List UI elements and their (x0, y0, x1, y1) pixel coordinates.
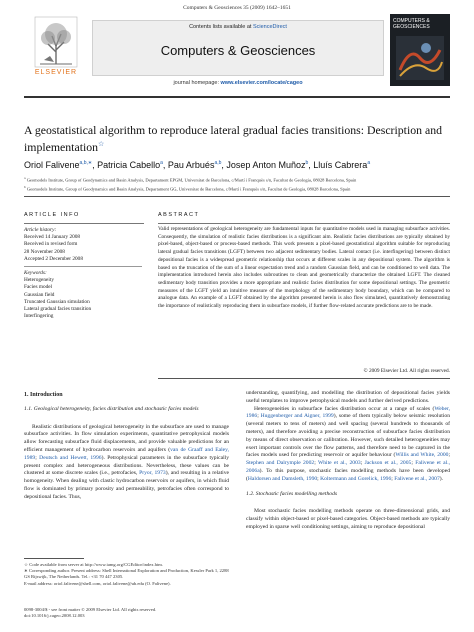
section-heading-introduction: 1. Introduction (24, 392, 63, 398)
paragraph-text: understanding, quantifying, and modelling the distribution of depositional facies yields useful templates to improve petrophysical models and further derived predictions. (246, 390, 450, 404)
paper-title-text: A geostatistical algorithm to reproduce lateral gradual facies transitions: Description and implementation (24, 123, 443, 154)
history-revised: Received in revised form (24, 241, 78, 248)
keywords-label: Keywords: (24, 270, 47, 277)
citation-link[interactable]: Haldorsen and Damsleth, 1990 (247, 475, 318, 482)
citation-link[interactable]: van de Graaff and Ealey, 1989 (24, 446, 229, 461)
history-received: Received 14 January 2008 (24, 234, 81, 241)
abstract-heading-rule (158, 223, 450, 224)
elsevier-logo (24, 14, 88, 80)
footnote-email (24, 581, 229, 587)
cover-artwork-icon (396, 36, 444, 80)
paragraph-text: ; (317, 475, 321, 482)
citation-link[interactable]: Huggenberger and Aigner, 1999 (260, 413, 334, 420)
cover-title-line-1: COMPUTERS & (393, 18, 430, 24)
paragraph-text: ; (35, 454, 40, 461)
homepage-link[interactable]: www.elsevier.com/locate/cageo (220, 80, 303, 86)
page-footer (24, 607, 229, 619)
doi-link[interactable]: doi:10.1016/j.cageo.2008.12.003 (24, 613, 85, 619)
author-list: Oriol Falivene$^{a,b,∗}$, Patricia Cabello$^a$, Pau Arbués$^{a,b}$, Josep Anton Muñoz$^b$, Lluís Cabrera$^a$ (24, 160, 371, 170)
paragraph-text: ; (314, 460, 318, 467)
paragraph-gap (246, 484, 450, 491)
homepage-line (92, 80, 384, 86)
journal-title: Computers & Geosciences (160, 43, 316, 58)
author-2-affil[interactable]: a (160, 160, 163, 166)
contents-prefix: Contents lists available at (189, 24, 253, 30)
article-info-rule (24, 223, 144, 224)
citation-link[interactable]: Deutsch and Hewett, 1996 (39, 454, 102, 461)
journal-masthead (24, 14, 450, 92)
paragraph (246, 508, 450, 531)
journal-cover (390, 14, 450, 86)
body-column-left (24, 390, 229, 502)
affiliation-a-mark: a (24, 176, 26, 180)
author-1: Oriol Falivene (24, 160, 80, 170)
cover-title-line-2: GEOSCIENCES (393, 24, 430, 30)
affiliations (24, 175, 454, 193)
journal-banner (92, 20, 384, 76)
subsection-heading-1-2: 1.2. Stochastic facies modelling methods (246, 490, 338, 497)
author-4: Josep Anton Muñoz (226, 160, 306, 170)
paragraph-text: ). To this purpose, stochastic facies modelling methods have been developed ( (246, 467, 450, 482)
abstract-text: Valid representations of geological heterogeneity are fundamental inputs for quantitative models used in managing subsurface activities. Consequently, the simulation of realistic facies distributions is a significant aim. Realistic facies distributions are typically obtained by pixel-based, object-based or process-based methods. This work presents a pixel-based geostatistical algorithm suitable for reproducing lateral gradual facies transitions (LGFT) between two adjacent sedimentary bodies. Lateral contact (i.e. interfingering) between distinct depositional facies is a widespread geometric relationship that occurs at different scales in any depositional system. The algorithm is based on the truncation of the sum of a linear expectation trend and a random Gaussian field, and can be conditioned to well data. The implementation introduced herein also includes subroutines to clean and geometrically characterize the obtained LGFT. The cleaned sedimentary body transition provides a more appropriate and realistic facies distribution for some depositional settings. The geometric measures of the LGFT yield an intuitive measure of the morphology of the sedimentary body boundary, which can be compared to analogue data. An example of a LGFT obtained by the algorithm presented herein is also flow simulated, quantitatively demonstrating the importance of realistically reproducing them in subsurface models, if further flow-related accurate predictions are to be made. (158, 226, 450, 310)
copyright-line: © 2009 Elsevier Ltd. All rights reserved. (363, 368, 450, 374)
affiliation-a-text: Geomodels Institute, Group of Geodynamics and Basin Analysis, Departament EPGM, Universitat de Barcelona, c/Martí i Franquès s/n, Facultat de Geologia, 08028 Barcelona, Spain (26, 177, 357, 183)
keyword: Heterogeneity (24, 277, 55, 284)
keyword: Truncated Gaussian simulation (24, 298, 90, 305)
affiliation-a (24, 175, 454, 184)
author-3: Pau Arbués (167, 160, 215, 170)
homepage-prefix: journal homepage: (173, 80, 221, 86)
citation-link[interactable]: Pryor, 1973 (139, 470, 166, 477)
paragraph-text: ), and resulting in a relative homogeneity. When dealing with clastic hydrocarbon reservoirs or aquifers, in which fluid flow is dominated by primary porosity and permeability, petrofacies often correspond to depositional facies. Thus, (24, 470, 229, 500)
paragraph-text: Realistic distributions of geological heterogeneity in the subsurface are used to manage subsurface activities. In flow simulation experiments, quantitative petrophysical models allow forecasting subsurface fluid displacements, and provide valuable predictions for an efficient management of hydrocarbon reservoirs and aquifers ( (24, 423, 229, 453)
issn-line: 0098-3004/$ - see front matter © 2009 Elsevier Ltd. All rights reserved. (24, 607, 157, 612)
paragraph (246, 406, 450, 484)
paragraph-text: ). (439, 475, 444, 482)
affiliation-b-mark: b (24, 185, 26, 189)
paragraph (24, 424, 229, 502)
history-label: Article history: (24, 227, 57, 233)
paragraph-text: ), some of them typically below seismic resolution (several meters to tens of meters) and well spacing (several hundreds to thousands of meters), and therefore avoiding a precise reconstruction of subsurface facies distribution by means of direct observation or calibration. However, such detailed heterogeneities may exert important controls over the flow patterns, and therefore need to be captured in the facies models used for predicting reservoir or aquifer behaviour ( (246, 413, 450, 459)
paper-title (24, 123, 450, 154)
keyword: Interfingering (24, 313, 54, 320)
citation-link[interactable]: Weber, 1986 (246, 405, 450, 420)
author-3-affil[interactable]: a,b (214, 160, 222, 166)
subsection-heading-1-1: 1.1. Geological heterogeneity, facies distribution and stochastic facies models (24, 405, 199, 412)
footnotes (24, 562, 229, 587)
footnote-mark: ∗ (24, 568, 28, 574)
author-5: Lluís Cabrera (313, 160, 368, 170)
paragraph-text: Most stochastic facies modelling methods operate on three-dimensional grids, and classify within object-based or pixel-based categories. Object-based methods are typically employed in sparse well conditioning settings, aiming to reproduce depositional (246, 508, 450, 530)
sciencedirect-link[interactable]: ScienceDirect (252, 24, 287, 30)
contents-line (93, 24, 383, 30)
citation-link[interactable]: Stephen and Dalrymple 2002 (246, 460, 315, 467)
cover-title (393, 18, 447, 30)
citation-link[interactable]: Falivene et al., 2006a (246, 460, 451, 474)
publisher-wordmark: ELSEVIER (34, 69, 78, 76)
keyword: Lateral gradual facies transition (24, 306, 92, 313)
citation-link[interactable]: White et al., 2003 (317, 460, 361, 467)
abstract-rule (158, 378, 450, 379)
paragraph-text: ; (448, 452, 450, 459)
keyword: Facies model (24, 284, 53, 291)
paragraph-text: ; (257, 413, 261, 420)
author-4-affil[interactable]: b (305, 160, 309, 166)
affiliation-b (24, 184, 454, 193)
footnote-mark: ☆ (24, 562, 29, 567)
front-matter-rule (24, 196, 450, 197)
paragraph-text: ; (360, 460, 365, 467)
abstract-heading: ABSTRACT (158, 212, 200, 218)
body-column-right (246, 390, 450, 532)
history-accepted: Accepted 2 December 2008 (24, 255, 83, 262)
article-info-divider (24, 266, 142, 267)
paragraph-text: ; (411, 460, 416, 467)
footnote-text: Corresponding author. Present address: Shell International Exploration and Production, Kessler Park 1, 2288 GS Rijswijk, The Netherlands. Tel.: +31 70 447 2305. (24, 568, 229, 580)
title-footnote-mark[interactable]: ☆ (98, 140, 105, 148)
footnote-corresponding (24, 568, 229, 580)
citation-link[interactable]: Jackson et al., 2005 (364, 460, 412, 467)
footnote-text: Code available from server at http://www.iamg.org/CGEditor/index.htm. (29, 562, 163, 567)
author-5-affil[interactable]: a (367, 160, 371, 166)
footnote-text: E-mail address: oriol.falivene@shell.com, oriol.falivene@ub.edu (O. Falivene). (24, 580, 171, 586)
paragraph (246, 390, 450, 406)
citation-link[interactable]: Falivene et al., 2007 (394, 475, 440, 482)
masthead-rule (24, 96, 450, 98)
citation-link[interactable]: Koltermann and Gorelick, 1996 (320, 475, 392, 482)
article-info (24, 227, 144, 320)
article-info-heading: ARTICLE INFO (24, 212, 80, 218)
affiliation-b-text: Geomodels Institute, Group of Geodynamics and Basin Analysis, Departament GG, Universitat de Barcelona, c/Martí i Franquès s/n, Facultat de Geologia, 08028 Barcelona, Spain (26, 186, 351, 192)
author-1-affil[interactable]: a,b,∗ (79, 160, 93, 166)
elsevier-tree-icon (34, 16, 78, 68)
history-revised-date: 28 November 2008 (24, 248, 65, 255)
paragraph-text: ). Petrophysical parameters in the subsurface typically present complex and heterogeneous distributions. Nevertheless, these values can be clustered at some discrete scales (i.e., petrofacies, (24, 454, 230, 477)
citation-link[interactable]: Willis and White, 2000 (395, 452, 449, 459)
author-2: Patricia Cabello (97, 160, 161, 170)
keyword: Gaussian field (24, 291, 55, 298)
footnote-rule (24, 558, 84, 559)
paragraph-text: Heterogeneities in subsurface facies distribution occur at a range of scales ( (254, 405, 435, 412)
paragraph-text: ; (391, 475, 395, 482)
running-head: Computers & Geosciences 35 (2009) 1642–1651 (183, 5, 291, 11)
